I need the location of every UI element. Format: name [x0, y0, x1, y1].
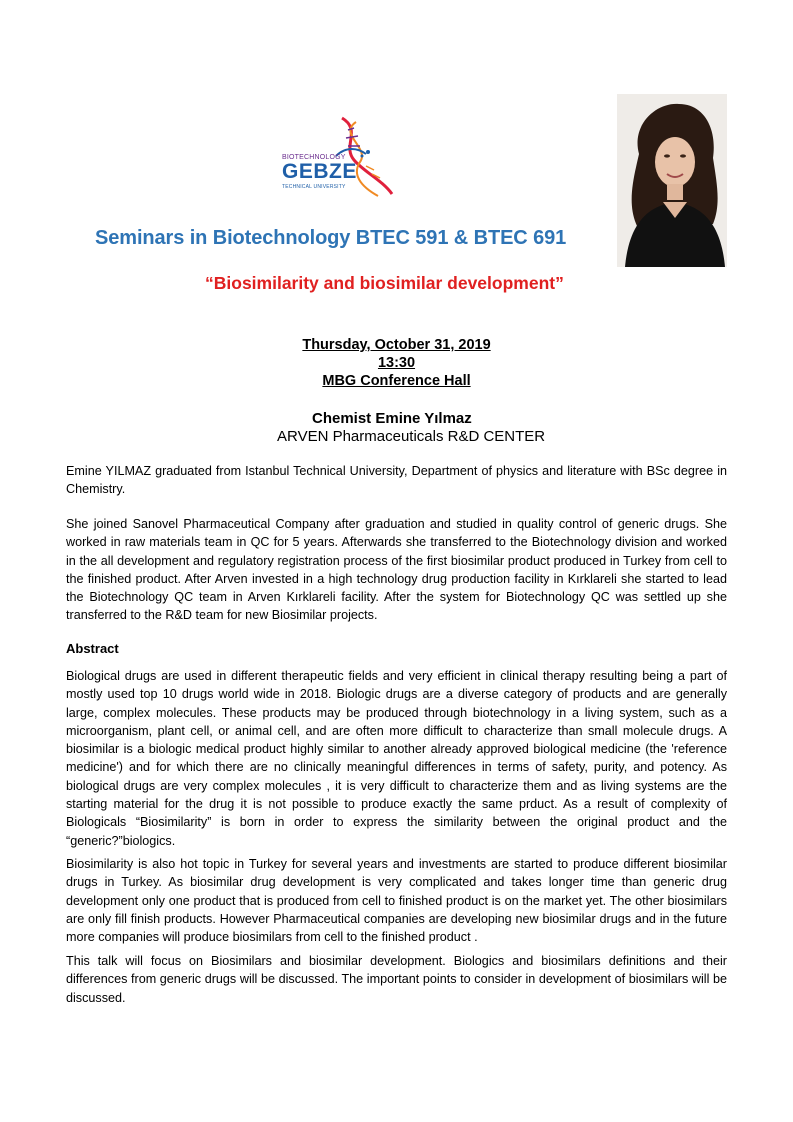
speaker-name: Chemist Emine Yılmaz [312, 410, 472, 427]
logo-main-text: GEBZE [282, 160, 357, 183]
talk-title: “Biosimilarity and biosimilar development” [205, 273, 564, 293]
event-date: Thursday, October 31, 2019 [302, 337, 491, 353]
speaker-portrait-icon [617, 94, 727, 267]
logo-bottom-text: TECHNICAL UNIVERSITY [282, 184, 346, 190]
logo-top-text: BIOTECHNOLOGY [282, 154, 346, 161]
event-venue: MBG Conference Hall [322, 373, 471, 389]
abstract-paragraph: Biosimilarity is also hot topic in Turkey for several years and investments are started to produce different biosimilar drugs in Turkey. As biosimilar drug development is very complicated and takes longer time than generic drug development only one product that is produced from cell to finished product is on the market yet. The other biosimilars are only fill finish products. However Pharmaceutical companies are developing new biosimilar drugs and in the future more companies will produce biosimilars from cell to the finished product . [66, 857, 727, 945]
university-logo [282, 116, 398, 198]
abstract-paragraph: This talk will focus on Biosimilars and biosimilar development. Biologics and biosimilars definitions and their differences from generic drugs will be discussed. The important points to consider in development of biosimilars will be discussed. [66, 954, 727, 1005]
event-time: 13:30 [377, 355, 416, 371]
bio-paragraph: She joined Sanovel Pharmaceutical Company after graduation and studied in quality control of generic drugs. She worked in raw materials team in QC for 5 years. Afterwards she transferred to the Biotechnology division and worked in the all development and regulatory registration process of the first biosimilar product produced in Turkey from cell to the finished product. After Arven invested in a high technology drug production facility in Kırklareli she started to lead the Biotechnology QC team in Arven Kırklareli facility. After the system for Biotechnology QC was settled up she transferred to the R&D team for new Biosimilar projects. [66, 517, 727, 623]
series-title: Seminars in Biotechnology BTEC 591 & BTEC 691 [95, 227, 567, 249]
speaker-photo [617, 94, 727, 267]
abstract-paragraph: Biological drugs are used in different therapeutic fields and very efficient in clinical therapy resulting being a part of mostly used top 10 drugs world wide in 2018. Biologic drugs are a diverse category of products and are generally large, complex molecules. These products may be produced through biotechnology in a living system, such as a microorganism, plant cell, or animal cell, and are often more difficult to characterize than small molecule drugs. A biosimilar is a biologic medical product highly similar to another already approved biological medicine (the 'reference medicine') and for which there are no clinically meaningful differences in terms of safety, purity, and potency. As biological drugs are very complex molecules , it is very difficult to characterize them and as living systems are the starting material for the drug it is not possible to produce exactly the same prduct. As a result of complexity of Biologicals “Biosimilarity” is born in order to express the similarity between the original product and the “generic?”biologics. [66, 669, 727, 848]
speaker-organization: ARVEN Pharmaceuticals R&D CENTER [277, 428, 546, 445]
abstract-heading: Abstract [66, 641, 119, 656]
bio-paragraph: Emine YILMAZ graduated from Istanbul Technical University, Department of physics and literature with BSc degree in Chemistry. [66, 464, 727, 497]
